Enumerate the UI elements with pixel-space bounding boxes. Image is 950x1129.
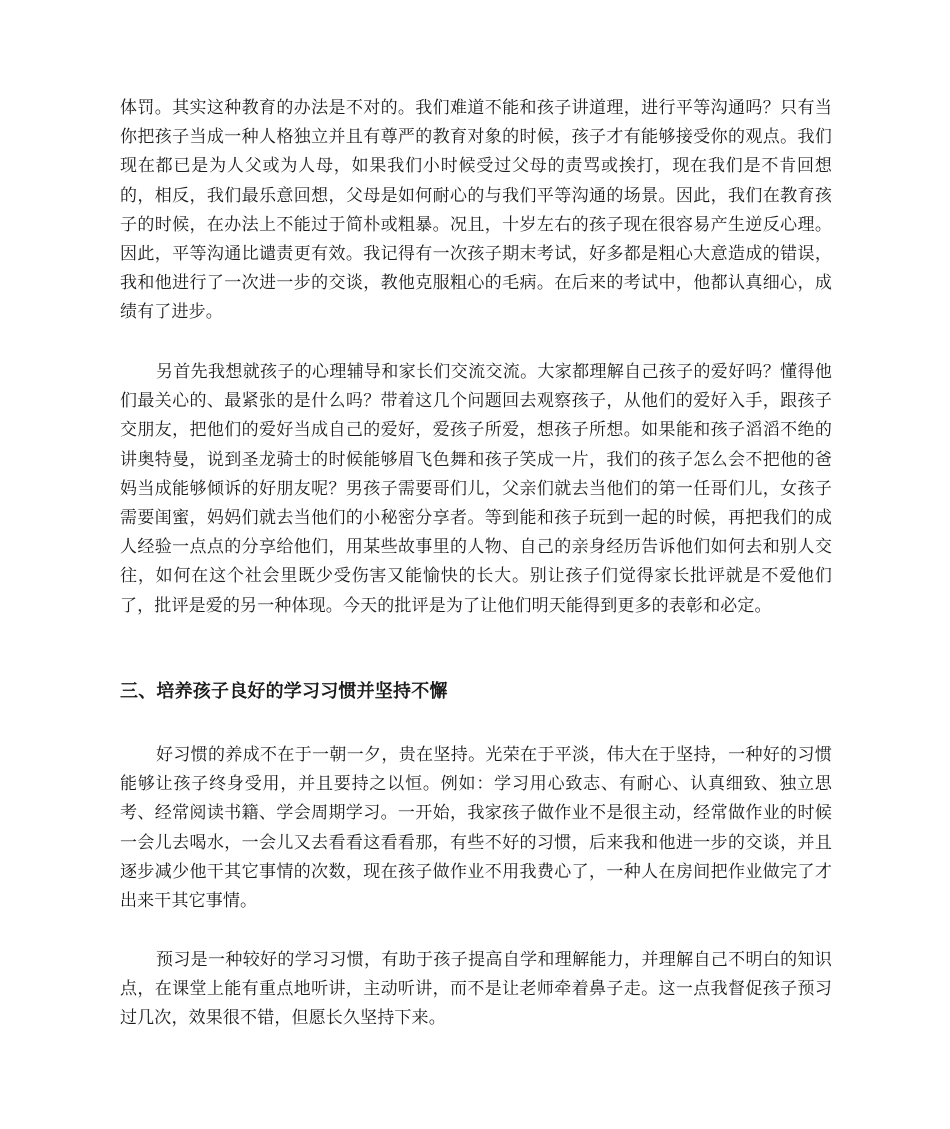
paragraph-corporal-punishment: 体罚。其实这种教育的办法是不对的。我们难道不能和孩子讲道理，进行平等沟通吗？只有当你把孩子当成一种人格独立并且有尊严的教育对象的时候，孩子才有能够接受你的观点。我们现在都已是为人父或为人母，如果我们小时候受过父母的责骂或挨打，现在我们是不肯回想的，相反，我们最乐意回想，父母是如何耐心的与我们平等沟通的场景。因此，我们在教育孩子的时候，在办法上不能过于简朴或粗暴。况且，十岁左右的孩子现在很容易产生逆反心理。因此，平等沟通比谴责更有效。我记得有一次孩子期末考试，好多都是粗心大意造成的错误，我和他进行了一次进一步的交谈，教他克服粗心的毛病。在后来的考试中，他都认真细心，成绩有了进步。 <box>120 98 832 323</box>
paragraph-psychological-guidance: 另首先我想就孩子的心理辅导和家长们交流交流。大家都理解自己孩子的爱好吗？懂得他们最关心的、最紧张的是什么吗？带着这几个问题回去观察孩子，从他们的爱好入手，跟孩子交朋友，把他们的爱好当成自己的爱好，爱孩子所爱，想孩子所想。如果能和孩子滔滔不绝的讲奥特曼，说到圣龙骑士的时候能够眉飞色舞和孩子笑成一片，我们的孩子怎么会不把他的爸妈当成能够倾诉的好朋友呢？男孩子需要哥们儿，父亲们就去当他们的第一任哥们儿，女孩子需要闺蜜，妈妈们就去当他们的小秘密分享者。等到能和孩子玩到一起的时候，再把我们的成人经验一点点的分享给他们，用某些故事里的人物、自己的亲身经历告诉他们如何去和别人交往，如何在这个社会里既少受伤害又能愉快的长大。别让孩子们觉得家长批评就是不爱他们了，批评是爱的另一种体现。今天的批评是为了让他们明天能得到更多的表彰和必定。 <box>120 362 832 616</box>
paragraph-preview-habit: 预习是一种较好的学习习惯，有助于孩子提高自学和理解能力，并理解自己不明白的知识点，在课堂上能有重点地听讲，主动听讲，而不是让老师牵着鼻子走。这一点我督促孩子预习过几次，效果很不错，但愿长久坚持下来。 <box>120 950 832 1029</box>
section-heading-study-habits: 三、培养孩子良好的学习习惯并坚持不懈 <box>120 681 448 702</box>
paragraph-good-habits: 好习惯的养成不在于一朝一夕，贵在坚持。光荣在于平淡，伟大在于坚持，一种好的习惯能够让孩子终身受用，并且要持之以恒。例如：学习用心致志、有耐心、认真细致、独立思考、经常阅读书籍、学会周期学习。一开始，我家孩子做作业不是很主动，经常做作业的时候一会儿去喝水，一会儿又去看看这看看那，有些不好的习惯，后来我和他进一步的交谈，并且逐步减少他干其它事情的次数，现在孩子做作业不用我费心了，一种人在房间把作业做完了才出来干其它事情。 <box>120 745 832 912</box>
